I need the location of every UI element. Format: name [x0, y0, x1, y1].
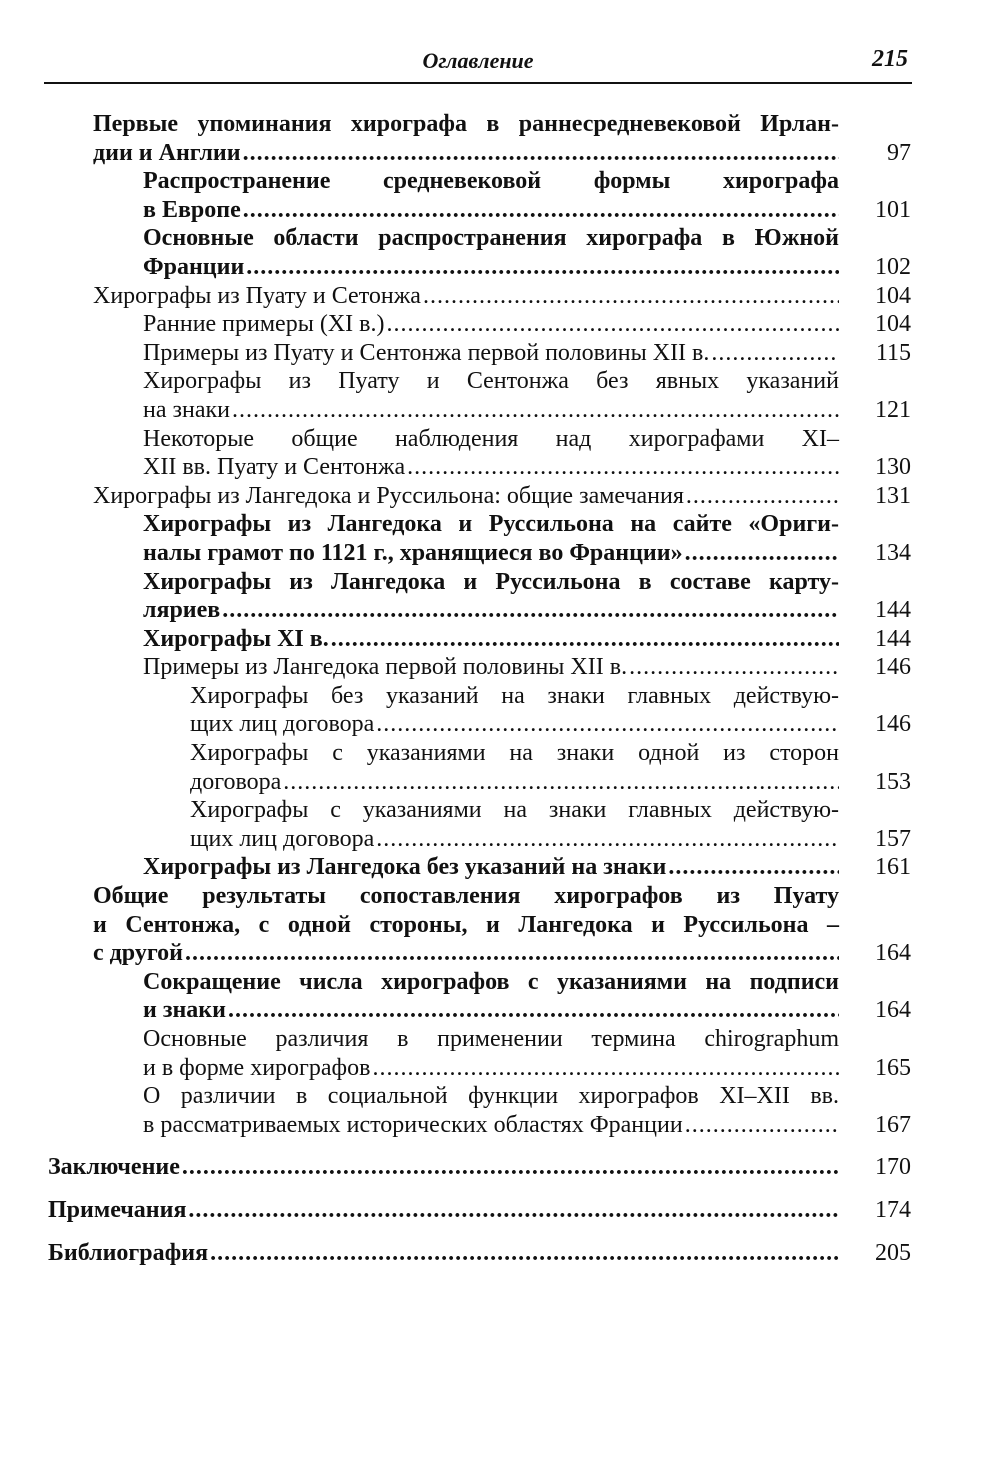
toc-entry[interactable] — [190, 739, 911, 796]
toc-entry[interactable] — [190, 682, 911, 739]
toc-entry-title: и в форме хирографов — [143, 1054, 371, 1081]
toc-page-number: 130 — [875, 454, 911, 481]
dot-leader — [210, 1239, 839, 1268]
dot-leader — [182, 1153, 839, 1182]
dot-leader — [407, 453, 839, 482]
toc-page-number: 131 — [875, 482, 911, 509]
dot-leader — [331, 625, 839, 654]
toc-entry-final-line — [143, 396, 839, 425]
toc-entry-final-line — [143, 196, 839, 225]
toc-page-number: 144 — [875, 597, 911, 624]
toc-page-number: 104 — [875, 282, 911, 309]
dot-leader — [386, 310, 839, 339]
dot-leader — [222, 596, 839, 625]
toc-entry[interactable] — [143, 568, 911, 625]
toc-entry-line: и Сентонжа, с одной стороны, и Лангедока и Руссильона – — [93, 911, 839, 938]
toc-entry-title: ляриев — [143, 597, 221, 624]
toc-entry[interactable] — [93, 110, 911, 167]
toc-entry-title: договора — [190, 768, 282, 795]
toc-entry-title: дии и Англии — [93, 139, 241, 166]
dot-leader — [629, 653, 839, 682]
toc-entry[interactable] — [143, 310, 911, 339]
toc-entry-final-line — [143, 853, 839, 882]
toc-entry[interactable] — [190, 796, 911, 853]
toc-entry-line: Хирографы из Лангедока и Руссильона в составе карту- — [143, 568, 839, 595]
toc-page-number: 146 — [875, 711, 911, 738]
toc-entry-final-line — [143, 253, 839, 282]
toc-entry-final-line — [143, 653, 839, 682]
toc-entry-title: Примеры из Лангедока первой половины XII в. — [143, 654, 628, 681]
toc-entry[interactable] — [143, 367, 911, 424]
toc-entry-title: Франции — [143, 253, 245, 280]
dot-leader — [188, 1196, 839, 1225]
toc-entry-title: Примечания — [48, 1196, 187, 1223]
toc-page-number: 153 — [875, 768, 911, 795]
toc-entry-line: Хирографы с указаниями на знаки одной из сторон — [190, 740, 839, 767]
dot-leader — [185, 939, 839, 968]
toc-entry-final-line — [93, 139, 839, 168]
toc-entry[interactable] — [143, 968, 911, 1025]
toc-entry-line: Основные области распространения хирографа в Южной — [143, 225, 839, 252]
toc-entry[interactable] — [143, 625, 911, 654]
toc-entry-title: Хирографы из Лангедока и Руссильона: общие замечания — [93, 482, 684, 509]
toc-page-number: 164 — [875, 997, 911, 1024]
dot-leader — [668, 853, 839, 882]
toc-entry[interactable] — [143, 653, 911, 682]
header-page-number: 215 — [872, 46, 908, 72]
toc-entry-title: Хирографы из Лангедока без указаний на знаки — [143, 854, 667, 881]
toc-entry[interactable] — [93, 882, 911, 968]
toc-entry-final-line — [190, 710, 839, 739]
toc-entry-line: Некоторые общие наблюдения над хирографами XI– — [143, 425, 839, 452]
toc-entry-title: с другой — [93, 940, 183, 967]
toc-entry-line: О различии в социальной функции хирографов XI–XII вв. — [143, 1083, 839, 1110]
dot-leader — [376, 825, 839, 854]
toc-entry-title: щих лиц договора — [190, 711, 375, 738]
toc-entry[interactable] — [143, 224, 911, 281]
dot-leader — [685, 1111, 839, 1140]
toc-entry[interactable] — [48, 1196, 911, 1225]
dot-leader — [686, 482, 839, 511]
toc-entry-final-line — [143, 1111, 839, 1140]
dot-leader — [372, 1054, 839, 1083]
toc-entry-title: Ранние примеры (XI в.) — [143, 311, 385, 338]
dot-leader — [685, 539, 839, 568]
toc-entry-final-line — [143, 453, 839, 482]
toc-entry-title: Хирографы XI в. — [143, 625, 329, 652]
toc-entry-line: Распространение средневековой формы хирографа — [143, 168, 839, 195]
toc-entry-line: Основные различия в применении термина chirographum — [143, 1026, 839, 1052]
dot-leader — [711, 339, 839, 368]
table-of-contents — [0, 110, 1000, 1267]
toc-entry-final-line — [143, 310, 839, 339]
toc-entry[interactable] — [48, 1153, 911, 1182]
toc-page-number: 104 — [875, 311, 911, 338]
toc-entry-final-line — [190, 825, 839, 854]
toc-page-number: 115 — [875, 339, 911, 366]
toc-page-number: 144 — [875, 625, 911, 652]
toc-entry[interactable] — [143, 339, 911, 368]
toc-entry[interactable] — [143, 1082, 911, 1139]
toc-page-number: 121 — [875, 396, 911, 423]
toc-entry-line: Хирографы из Лангедока и Руссильона на сайте «Ориги- — [143, 511, 839, 538]
toc-entry[interactable] — [143, 167, 911, 224]
toc-page-number: 174 — [875, 1196, 911, 1223]
toc-entry-final-line — [143, 539, 839, 568]
toc-entry-title: на знаки — [143, 396, 230, 423]
toc-page-number: 97 — [887, 139, 911, 166]
toc-page-number: 134 — [875, 539, 911, 566]
toc-entry-title: и знаки — [143, 997, 226, 1024]
toc-entry[interactable] — [93, 282, 911, 311]
toc-entry-final-line — [48, 1239, 839, 1268]
toc-page-number: 170 — [875, 1154, 911, 1181]
toc-entry[interactable] — [48, 1239, 911, 1268]
toc-entry-final-line — [48, 1196, 839, 1225]
toc-entry-title: Хирографы из Пуату и Сетонжа — [93, 282, 421, 309]
toc-entry-final-line — [143, 596, 839, 625]
toc-page-number: 102 — [875, 253, 911, 280]
toc-page-number: 157 — [875, 825, 911, 852]
toc-entry[interactable] — [143, 853, 911, 882]
toc-entry-line: Хирографы с указаниями на знаки главных действую- — [190, 797, 839, 824]
toc-entry-final-line — [93, 282, 839, 311]
toc-entry-title: в Европе — [143, 196, 241, 223]
toc-entry-final-line — [143, 1054, 839, 1083]
dot-leader — [376, 710, 839, 739]
toc-entry-line: Хирографы без указаний на знаки главных действую- — [190, 682, 839, 709]
toc-entry[interactable] — [143, 1025, 911, 1082]
toc-entry-final-line — [143, 996, 839, 1025]
toc-page-number: 164 — [875, 940, 911, 967]
toc-entry-title: Библиография — [48, 1239, 209, 1266]
dot-leader — [243, 139, 839, 168]
toc-entry-final-line — [93, 939, 839, 968]
header-title: Оглавление — [422, 48, 534, 73]
toc-entry-final-line — [48, 1153, 839, 1182]
toc-entry-final-line — [93, 482, 839, 511]
toc-page-number: 167 — [875, 1111, 911, 1138]
toc-entry[interactable] — [143, 425, 911, 482]
dot-leader — [423, 282, 839, 311]
dot-leader — [232, 396, 839, 425]
toc-entry-final-line — [143, 625, 839, 654]
toc-page-number: 205 — [875, 1239, 911, 1266]
dot-leader — [243, 196, 839, 225]
toc-entry-final-line — [143, 339, 839, 368]
toc-entry-title: налы грамот по 1121 г., хранящиеся во Франции» — [143, 539, 683, 566]
dot-leader — [246, 253, 839, 282]
toc-entry-line: Хирографы из Пуату и Сентонжа без явных указаний — [143, 368, 839, 395]
running-header — [44, 44, 912, 84]
toc-entry-title: Заключение — [48, 1154, 180, 1181]
toc-entry-line: Общие результаты сопоставления хирографов из Пуату — [93, 883, 839, 910]
dot-leader — [283, 768, 839, 797]
toc-page-number: 101 — [875, 196, 911, 223]
toc-page-number: 161 — [875, 854, 911, 881]
toc-page-number: 165 — [875, 1054, 911, 1081]
toc-page-number: 146 — [875, 654, 911, 681]
toc-entry-title: щих лиц договора — [190, 825, 375, 852]
toc-entry-title: XII вв. Пуату и Сентонжа — [143, 454, 406, 481]
toc-entry[interactable] — [143, 510, 911, 567]
toc-entry-title: в рассматриваемых исторических областях Франции — [143, 1111, 683, 1138]
toc-entry-final-line — [190, 768, 839, 797]
toc-entry[interactable] — [93, 482, 911, 511]
toc-entry-line: Первые упоминания хирографа в раннесредневековой Ирлан- — [93, 111, 839, 137]
toc-entry-title: Примеры из Пуату и Сентонжа первой половины XII в. — [143, 339, 710, 366]
dot-leader — [228, 996, 839, 1025]
toc-entry-line: Сокращение числа хирографов с указаниями на подписи — [143, 968, 839, 995]
